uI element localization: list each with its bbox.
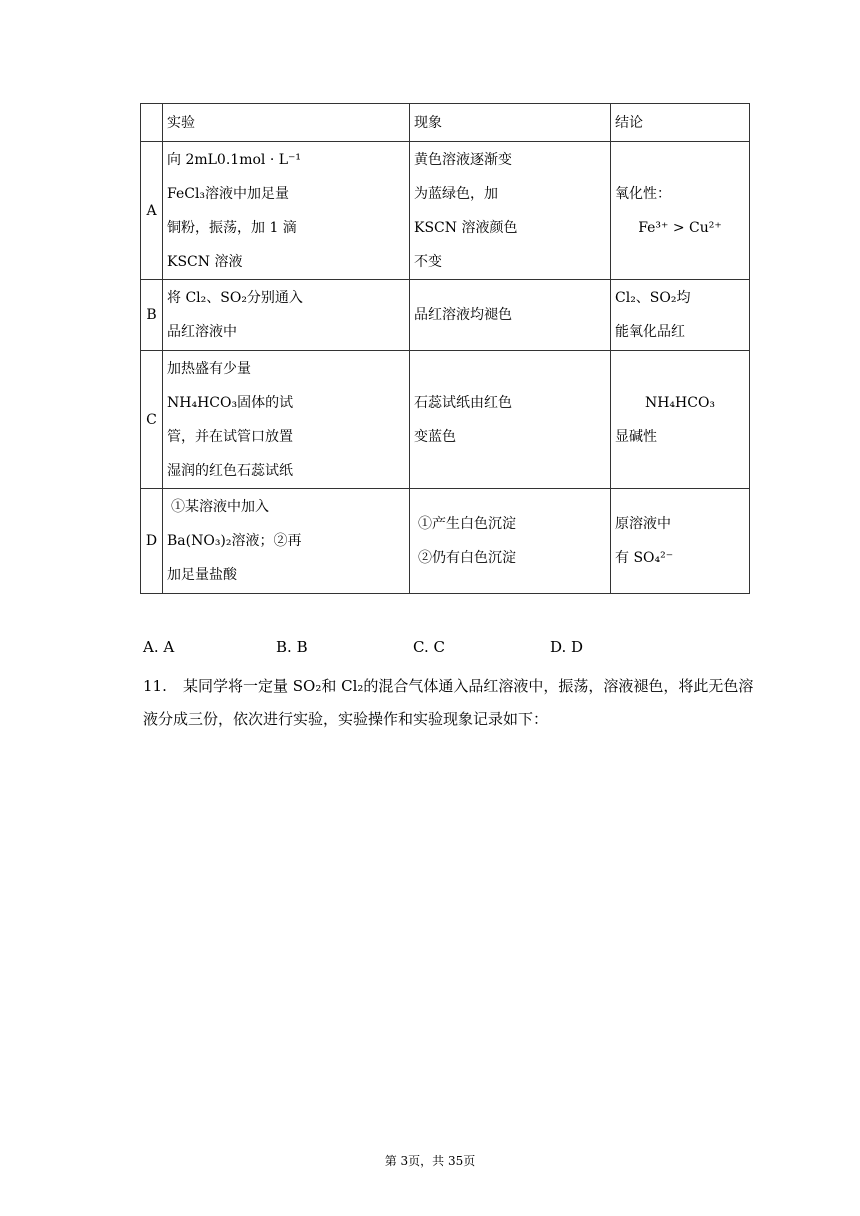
table-row	[141, 489, 750, 594]
experiment-line: 加热盛有少量	[167, 360, 251, 377]
table-header-row	[141, 104, 750, 142]
question-11	[143, 670, 763, 736]
experiment-line: NH₄HCO₃固体的试	[167, 394, 294, 411]
phenomenon-line: ②仍有白色沉淀	[418, 550, 516, 566]
conclusion-cell	[611, 489, 750, 594]
experiment-line: 加足量盐酸	[167, 567, 237, 583]
row-letter: A	[141, 142, 163, 280]
conclusion-line: 有 SO₄²⁻	[615, 550, 674, 566]
conclusion-cell	[611, 142, 750, 280]
option-c[interactable]	[413, 638, 445, 656]
conclusion-cell	[611, 280, 750, 351]
page-footer: 第 3页，共 35页	[384, 1154, 476, 1168]
experiment-line: 湿润的红色石蕊试纸	[167, 462, 293, 479]
experiment-table	[140, 103, 750, 594]
conclusion-line: 氧化性：	[615, 185, 671, 202]
table-row	[141, 351, 750, 489]
option-value: D	[571, 638, 584, 656]
experiment-line: 管，并在试管口放置	[167, 428, 293, 445]
option-prefix: B.	[276, 638, 297, 656]
phenomenon-line: 不变	[414, 253, 442, 270]
option-prefix: C.	[413, 638, 434, 656]
phenomenon-line: ①产生白色沉淀	[418, 516, 516, 532]
experiment-line: 铜粉，振荡，加 1 滴	[167, 219, 297, 236]
option-value: A	[163, 638, 175, 656]
row-letter: D	[141, 489, 163, 594]
phenomenon-line: 品红溶液均褪色	[414, 307, 512, 323]
table-row	[141, 280, 750, 351]
header-conclusion: 结论	[611, 104, 750, 142]
option-b[interactable]	[276, 638, 308, 656]
experiment-line: ①某溶液中加入	[171, 499, 269, 515]
question-text: 某同学将一定量 SO₂和 Cl₂的混合气体通入品红溶液中，振荡，溶液褪色，将此无色溶液分成三份，依次进行实验，实验操作和实验现象记录如下：	[143, 677, 754, 728]
phenomenon-cell	[410, 142, 611, 280]
phenomenon-line: 变蓝色	[414, 428, 456, 445]
experiment-cell	[163, 489, 410, 594]
row-letter: C	[141, 351, 163, 489]
option-prefix: D.	[550, 638, 572, 656]
option-value: C	[433, 638, 445, 656]
conclusion-cell	[611, 351, 750, 489]
experiment-line: 将 Cl₂、SO₂分别通入	[167, 290, 303, 306]
experiment-line: Ba(NO₃)₂溶液；②再	[167, 533, 302, 549]
option-d[interactable]	[550, 638, 583, 656]
experiment-cell	[163, 351, 410, 489]
option-prefix: A.	[143, 638, 164, 656]
conclusion-line: NH₄HCO₃	[644, 394, 716, 411]
experiment-line: 向 2mL0.1mol · L⁻¹	[167, 151, 302, 168]
phenomenon-cell	[410, 489, 611, 594]
experiment-cell	[163, 142, 410, 280]
conclusion-line: 能氧化品红	[615, 324, 685, 340]
header-phenomenon: 现象	[410, 104, 611, 142]
answer-options	[143, 638, 763, 658]
experiment-line: 品红溶液中	[167, 324, 237, 340]
phenomenon-cell	[410, 351, 611, 489]
experiment-cell	[163, 280, 410, 351]
question-number: 11.	[143, 677, 167, 695]
phenomenon-line: KSCN 溶液颜色	[414, 219, 518, 236]
phenomenon-line: 黄色溶液逐渐变	[414, 151, 512, 168]
conclusion-line: 显碱性	[615, 428, 657, 445]
phenomenon-line: 为蓝绿色，加	[414, 185, 498, 202]
row-letter: B	[141, 280, 163, 351]
table-row	[141, 142, 750, 280]
conclusion-line: Cl₂、SO₂均	[615, 290, 691, 306]
phenomenon-line: 石蕊试纸由红色	[414, 394, 512, 411]
header-letter-cell	[141, 104, 163, 142]
option-a[interactable]	[143, 638, 174, 656]
conclusion-line: 原溶液中	[615, 516, 671, 532]
experiment-line: KSCN 溶液	[167, 253, 243, 270]
header-experiment: 实验	[163, 104, 410, 142]
conclusion-line: Fe³⁺ > Cu²⁺	[638, 219, 722, 236]
phenomenon-cell	[410, 280, 611, 351]
option-value: B	[296, 638, 308, 656]
experiment-line: FeCl₃溶液中加足量	[167, 185, 290, 202]
